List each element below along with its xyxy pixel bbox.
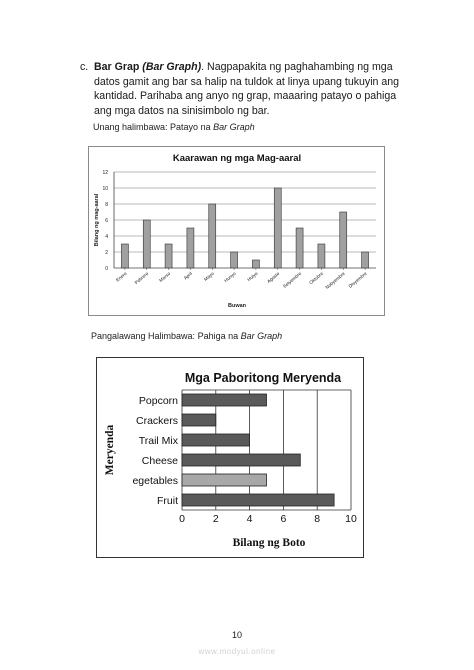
chart1-xtick-label: Enero xyxy=(114,270,128,283)
term-bold: Bar Grap xyxy=(94,61,140,73)
definition-body: . Nagpapakita ng paghahambing ng mga datos gamit ang bar sa halip na tuldok at linya upang tukuyin ang kantidad. Parihaba ang anyo ng grap, maaaring patayo o pahiga ang mga datos na sinisimbolo ng bar. xyxy=(94,61,400,117)
chart2-title: Mga Paboritong Meryenda xyxy=(184,371,342,385)
chart1-bar xyxy=(187,228,194,268)
example2-caption: Pangalawang Halimbawa: Pahiga na Bar Graph xyxy=(91,331,283,341)
chart1-bar xyxy=(318,244,325,268)
chart1-xtick-label: Mayo xyxy=(203,270,215,282)
chart1-bar xyxy=(362,252,369,268)
chart2-ytick-label: Fruit xyxy=(157,495,178,507)
horizontal-bar-chart xyxy=(96,357,364,558)
chart2-ytick-label: egetables xyxy=(132,475,178,487)
chart2-bar xyxy=(182,414,216,426)
chart1-ytick-label: 2 xyxy=(105,250,108,256)
chart1-ytick-label: 12 xyxy=(102,170,108,176)
chart1-xtick-label: Pebrero xyxy=(133,270,150,286)
chart1-bar xyxy=(121,244,128,268)
horizontal-bar-chart-svg xyxy=(97,358,363,557)
chart2-xtick-label: 8 xyxy=(314,513,321,525)
vertical-bar-chart-svg xyxy=(89,147,386,317)
chart1-bar xyxy=(296,228,303,268)
list-marker: c. xyxy=(80,61,89,73)
chart1-bar xyxy=(340,212,347,268)
chart2-xtick-label: 2 xyxy=(212,513,219,525)
chart1-xtick-label: Hulyo xyxy=(246,270,259,283)
chart1-bar xyxy=(274,188,281,268)
chart1-xtick-label: Agosto xyxy=(266,270,281,284)
chart1-bar xyxy=(252,260,259,268)
vertical-bar-chart xyxy=(88,146,385,316)
chart2-ytick-label: Popcorn xyxy=(138,395,178,407)
chart2-xtick-label: 10 xyxy=(345,513,357,525)
chart1-bar xyxy=(143,220,150,268)
chart1-xtick-label: Oktubre xyxy=(308,270,325,286)
chart1-xtick-label: Setyembre xyxy=(281,270,303,290)
page-number: 10 xyxy=(231,630,242,640)
chart1-ytick-label: 4 xyxy=(105,234,108,240)
chart2-bar xyxy=(182,474,267,486)
chart1-xtick-label: April xyxy=(182,270,194,281)
chart2-bar xyxy=(182,434,250,446)
chart2-ytick-label: Trail Mix xyxy=(138,435,178,447)
chart1-xtick-label: Marso xyxy=(158,270,172,283)
chart1-y-axis-label: Bilang ng mag-aaral xyxy=(94,193,100,247)
chart2-ytick-label: Crackers xyxy=(135,415,178,427)
chart1-bar xyxy=(231,252,238,268)
chart2-y-axis-label: Meryenda xyxy=(104,424,116,476)
chart2-ytick-label: Cheese xyxy=(141,455,178,467)
chart1-xtick-label: Hunyo xyxy=(223,270,237,284)
definition-text xyxy=(94,60,412,118)
chart2-xtick-label: 6 xyxy=(280,513,287,525)
chart2-bar xyxy=(182,494,334,506)
chart1-x-axis-label: Buwan xyxy=(227,303,247,309)
chart2-xtick-label: 0 xyxy=(179,513,185,525)
chart1-ytick-label: 0 xyxy=(105,266,108,272)
term-paren: (Bar Graph) xyxy=(142,61,202,73)
chart2-bar xyxy=(182,454,300,466)
chart1-title: Kaarawan ng mga Mag-aaral xyxy=(172,153,302,164)
chart1-xtick-label: Disyembre xyxy=(347,270,368,289)
example1-caption: Unang halimbawa: Patayo na Bar Graph xyxy=(93,122,255,132)
watermark: www.modyul.online xyxy=(198,647,276,656)
chart1-xtick-label: Nobyembre xyxy=(324,270,346,291)
chart1-ytick-label: 6 xyxy=(105,218,108,224)
chart1-ytick-label: 10 xyxy=(102,186,108,192)
chart2-x-axis-label: Bilang ng Boto xyxy=(232,537,306,549)
chart1-bar xyxy=(209,204,216,268)
chart1-bar xyxy=(165,244,172,268)
chart2-bar xyxy=(182,394,267,406)
chart1-ytick-label: 8 xyxy=(105,202,108,208)
chart2-xtick-label: 4 xyxy=(246,513,253,525)
